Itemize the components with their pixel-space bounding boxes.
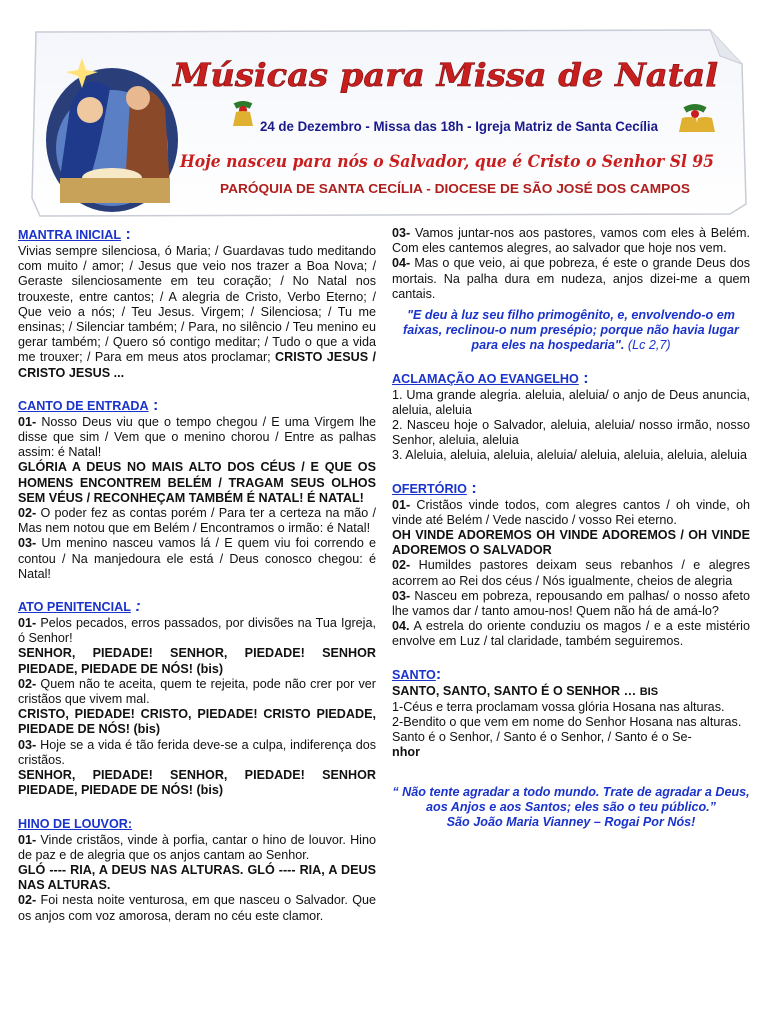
- ofertorio-section: [392, 480, 750, 650]
- santo-bis: BIS: [639, 685, 659, 698]
- entrada-v1: Nosso Deus viu que o tempo chegou / E uma Virgem lhe disse que sim / Vem que o menino chorou / Entre as palhas assim: é Natal!: [18, 414, 376, 460]
- ofertorio-v4: A estrela do oriente conduziu os magos / e a este mistério envolve em Luz / tal claridade, também seguiremos.: [392, 619, 750, 649]
- penitencial-v3-num: 03-: [18, 737, 37, 752]
- mantra-section: [18, 226, 376, 381]
- mantra-text: [18, 244, 376, 381]
- penitencial-r3: SENHOR, PIEDADE! SENHOR, PIEDADE! SENHOR PIEDADE, PIEDADE DE NÓS! (bis): [18, 768, 376, 798]
- penitencial-v1-num: 01-: [18, 616, 37, 631]
- penitencial-r1: SENHOR, PIEDADE! SENHOR, PIEDADE! SENHOR PIEDADE, PIEDADE DE NÓS! (bis): [18, 646, 376, 676]
- aclamacao-section: [392, 370, 750, 464]
- santo-line-1: 1-Céus e terra proclamam vossa glória Hosana nas alturas.: [392, 699, 725, 714]
- ofertorio-v2-num: 02-: [392, 558, 411, 573]
- entrada-refrain: [18, 460, 376, 506]
- entrada-verse-3: [18, 536, 376, 582]
- entrada-v3: Um menino nasceu vamos lá / E quem viu foi correndo e contou / Na manjedoura ele está / Deus conosco chegou: é Natal!: [18, 536, 376, 581]
- louvor-heading: HINO DE LOUVOR:: [18, 816, 133, 831]
- ofertorio-heading: OFERTÓRIO: [392, 481, 467, 496]
- santo-heading: SANTO: [392, 667, 436, 682]
- penitencial-v3: Hoje se a vida é tão ferida deve-se a culpa, indiferença dos cristãos.: [18, 737, 376, 767]
- gospel-quote-text: "E deu à luz seu filho primogênito, e, envolvendo-o em faixas, reclinou-o num presépio; porque não havia lugar para eles na hospedaria".: [403, 308, 739, 353]
- entrada-heading: CANTO DE ENTRADA: [18, 398, 149, 413]
- entrada-v2-num: 02-: [18, 506, 37, 521]
- ofertorio-verse-4: [392, 619, 750, 649]
- louvor-v4-num: 04-: [392, 256, 411, 271]
- penitencial-colon: :: [130, 598, 141, 616]
- saint-quote-signature: São João Maria Vianney – Rogai Por Nós!: [446, 815, 696, 830]
- entrada-v1-num: 01-: [18, 414, 37, 429]
- penitencial-refrain-2: [18, 707, 376, 737]
- ofertorio-refrain-text: OH VINDE ADOREMOS OH VINDE ADOREMOS / OH VINDE ADOREMOS O SALVADOR: [392, 528, 750, 558]
- entrada-v3-num: 03-: [18, 536, 37, 551]
- louvor-verse-4: [392, 256, 750, 302]
- louvor-verse-2: [18, 893, 376, 923]
- louvor-v3-num: 03-: [392, 226, 411, 240]
- ofertorio-v3-num: 03-: [392, 588, 411, 603]
- ofertorio-v1-num: 01-: [392, 497, 411, 512]
- louvor-v2: Foi nesta noite venturosa, em que nasceu o Salvador. Que os anjos com voz amorosa, deram no céu este clamor.: [18, 893, 376, 923]
- banner-parish: PARÓQUIA DE SANTA CECÍLIA - DIOCESE DE SÃO JOSÉ DOS CAMPOS: [220, 182, 650, 196]
- penitencial-r2: CRISTO, PIEDADE! CRISTO, PIEDADE! CRISTO PIEDADE, PIEDADE DE NÓS! (bis): [18, 707, 376, 737]
- saint-quote: [392, 785, 750, 831]
- louvor-verse-3: [392, 226, 750, 256]
- aclamacao-heading: ACLAMAÇÃO AO EVANGELHO: [392, 371, 579, 386]
- entrada-colon: :: [148, 396, 159, 414]
- santo-refrain-text: SANTO, SANTO, SANTO É O SENHOR …: [392, 683, 640, 698]
- penitencial-verse-1: [18, 616, 376, 646]
- penitencial-v2: Quem não te aceita, quem te rejeita, pode não crer por ver cristãos que vivem mal.: [18, 676, 376, 707]
- gospel-quote-ref: (Lc 2,7): [624, 338, 671, 353]
- penitencial-heading: ATO PENITENCIAL: [18, 600, 131, 615]
- banner-title: Músicas para Missa de Natal: [171, 56, 718, 94]
- louvor-v1-num: 01-: [18, 832, 37, 847]
- santo-line-3-end: nhor: [392, 745, 420, 760]
- louvor-verse-1: [18, 833, 376, 863]
- louvor-v4: Mas o que veio, ai que pobreza, é este o grande Deus dos mortais. Na palha dura em nudeza, anjos dizei-me a quem cantais.: [392, 256, 750, 301]
- left-column: [18, 226, 376, 924]
- santo-line-2: 2-Bendito o que vem em nome do Senhor Hosana nas alturas.: [392, 715, 742, 730]
- louvor-v2-num: 02-: [18, 893, 37, 908]
- mantra-body: Vivias sempre silenciosa, ó Maria; / Guardavas tudo meditando com muito / amor; / Jesus que veio nos trazer a Boa Nova; / Geraste silenciosamente em teu coração; / No Natal nos trouxeste, entre cantos; / A alegria de Cristo, Verbo Eterno; / Que veio a nós; / Teu Jesus. Virgem; / Silenciosa; / Tu me ensinas; / Silenciar também; / Para, no silêncio / Teu menino eu gerar também; / Quero só contigo meditar; / Tudo o que a vida me trouxer; / Para em meus atos proclamar;: [18, 244, 376, 365]
- saint-quote-text: “ Não tente agradar a todo mundo. Trate de agradar a Deus, aos Anjos e aos Santos; eles são o teu público.”: [392, 784, 750, 814]
- penitencial-verse-2: [18, 677, 376, 707]
- santo-colon: :: [435, 665, 442, 683]
- aclamacao-colon: :: [578, 369, 589, 387]
- aclamacao-line-2: 2. Nasceu hoje o Salvador, aleluia, aleluia/ nosso irmão, nosso Senhor, aleluia, aleluia: [392, 418, 750, 448]
- ofertorio-refrain: [392, 528, 750, 558]
- ofertorio-v1: Cristãos vinde todos, com alegres cantos / oh vinde, oh vinde até Belém / Vede nascido / vosso Rei eterno.: [392, 497, 750, 527]
- entrada-verse-1: [18, 415, 376, 461]
- louvor-refrain-text: GLÓ ---- RIA, A DEUS NAS ALTURAS. GLÓ ---- RIA, A DEUS NAS ALTURAS.: [18, 862, 376, 893]
- penitencial-refrain-3: [18, 768, 376, 798]
- penitencial-refrain-1: [18, 646, 376, 676]
- penitencial-v1: Pelos pecados, erros passados, por divisões na Tua Igreja, ó Senhor!: [18, 616, 376, 646]
- aclamacao-line-3: 3. Aleluia, aleluia, aleluia, aleluia/ aleluia, aleluia, aleluia, aleluia: [392, 448, 747, 463]
- santo-line-3-text: Santo é o Senhor, / Santo é o Senhor, / Santo é o Se: [392, 730, 688, 745]
- penitencial-verse-3: [18, 738, 376, 768]
- entrada-section: [18, 397, 376, 582]
- aclamacao-line-1: 1. Uma grande alegria. aleluia, aleluia/ o anjo de Deus anuncia, aleluia, aleluia: [392, 387, 750, 417]
- louvor-v1: Vinde cristãos, vinde à porfia, cantar o hino de louvor. Hino de paz e de alegria que os anjos cantam ao Senhor.: [18, 832, 376, 862]
- mantra-heading: MANTRA INICIAL: [18, 228, 122, 242]
- ofertorio-colon: :: [466, 479, 477, 497]
- santo-refrain: [392, 684, 750, 700]
- mantra-colon: :: [121, 226, 131, 243]
- ofertorio-verse-2: [392, 558, 750, 588]
- banner-verse: Hoje nasceu para nós o Salvador, que é Cristo o Senhor Sl 95: [179, 152, 715, 172]
- louvor-refrain: [18, 863, 376, 893]
- ofertorio-verse-3: [392, 589, 750, 619]
- louvor-section: [18, 815, 376, 924]
- penitencial-section: [18, 598, 376, 798]
- right-column: [392, 226, 750, 830]
- entrada-refrain-text: GLÓRIA A DEUS NO MAIS ALTO DOS CÉUS / E QUE OS HOMENS ENCONTREM BELÉM / TRAGAM SEUS OLHOS SEM VÉUS / RECONHEÇAM TAMBÉM É NATAL! É NATAL!: [18, 460, 376, 505]
- mantra-bold: CRISTO JESUS / CRISTO JESUS ...: [18, 350, 376, 380]
- ofertorio-verse-1: [392, 498, 750, 528]
- header-banner: [30, 28, 748, 218]
- banner-subtitle: 24 de Dezembro - Missa das 18h - Igreja Matriz de Santa Cecília: [260, 118, 659, 134]
- santo-section: [392, 666, 750, 761]
- ofertorio-v2: Humildes pastores deixam seus rebanhos / e alegres acorrem ao Rei dos céus / Nós igualmente, cheios de alegria: [392, 558, 750, 588]
- entrada-v2: O poder fez as contas porém / Para ter a certeza na mão / Mas nem notou que em Belém / Encontramos o irmão: é Natal!: [18, 506, 376, 536]
- gospel-quote: [392, 308, 750, 354]
- santo-line-3: Santo é o Senhor, / Santo é o Senhor, / Santo é o Se- nhor: [392, 730, 692, 760]
- louvor-continued: [392, 226, 750, 302]
- louvor-v3: Vamos juntar-nos aos pastores, vamos com eles à Belém. Com eles cantemos alegres, ao salvador que hoje nos vem.: [392, 226, 750, 256]
- ofertorio-v4-num: 04.: [392, 619, 410, 634]
- ofertorio-v3: Nasceu em pobreza, repousando em palhas/ o nosso afeto lhe vamos dar / tanto amou-nos! Quem não há de amá-lo?: [392, 588, 750, 619]
- penitencial-v2-num: 02-: [18, 676, 37, 691]
- entrada-verse-2: [18, 506, 376, 536]
